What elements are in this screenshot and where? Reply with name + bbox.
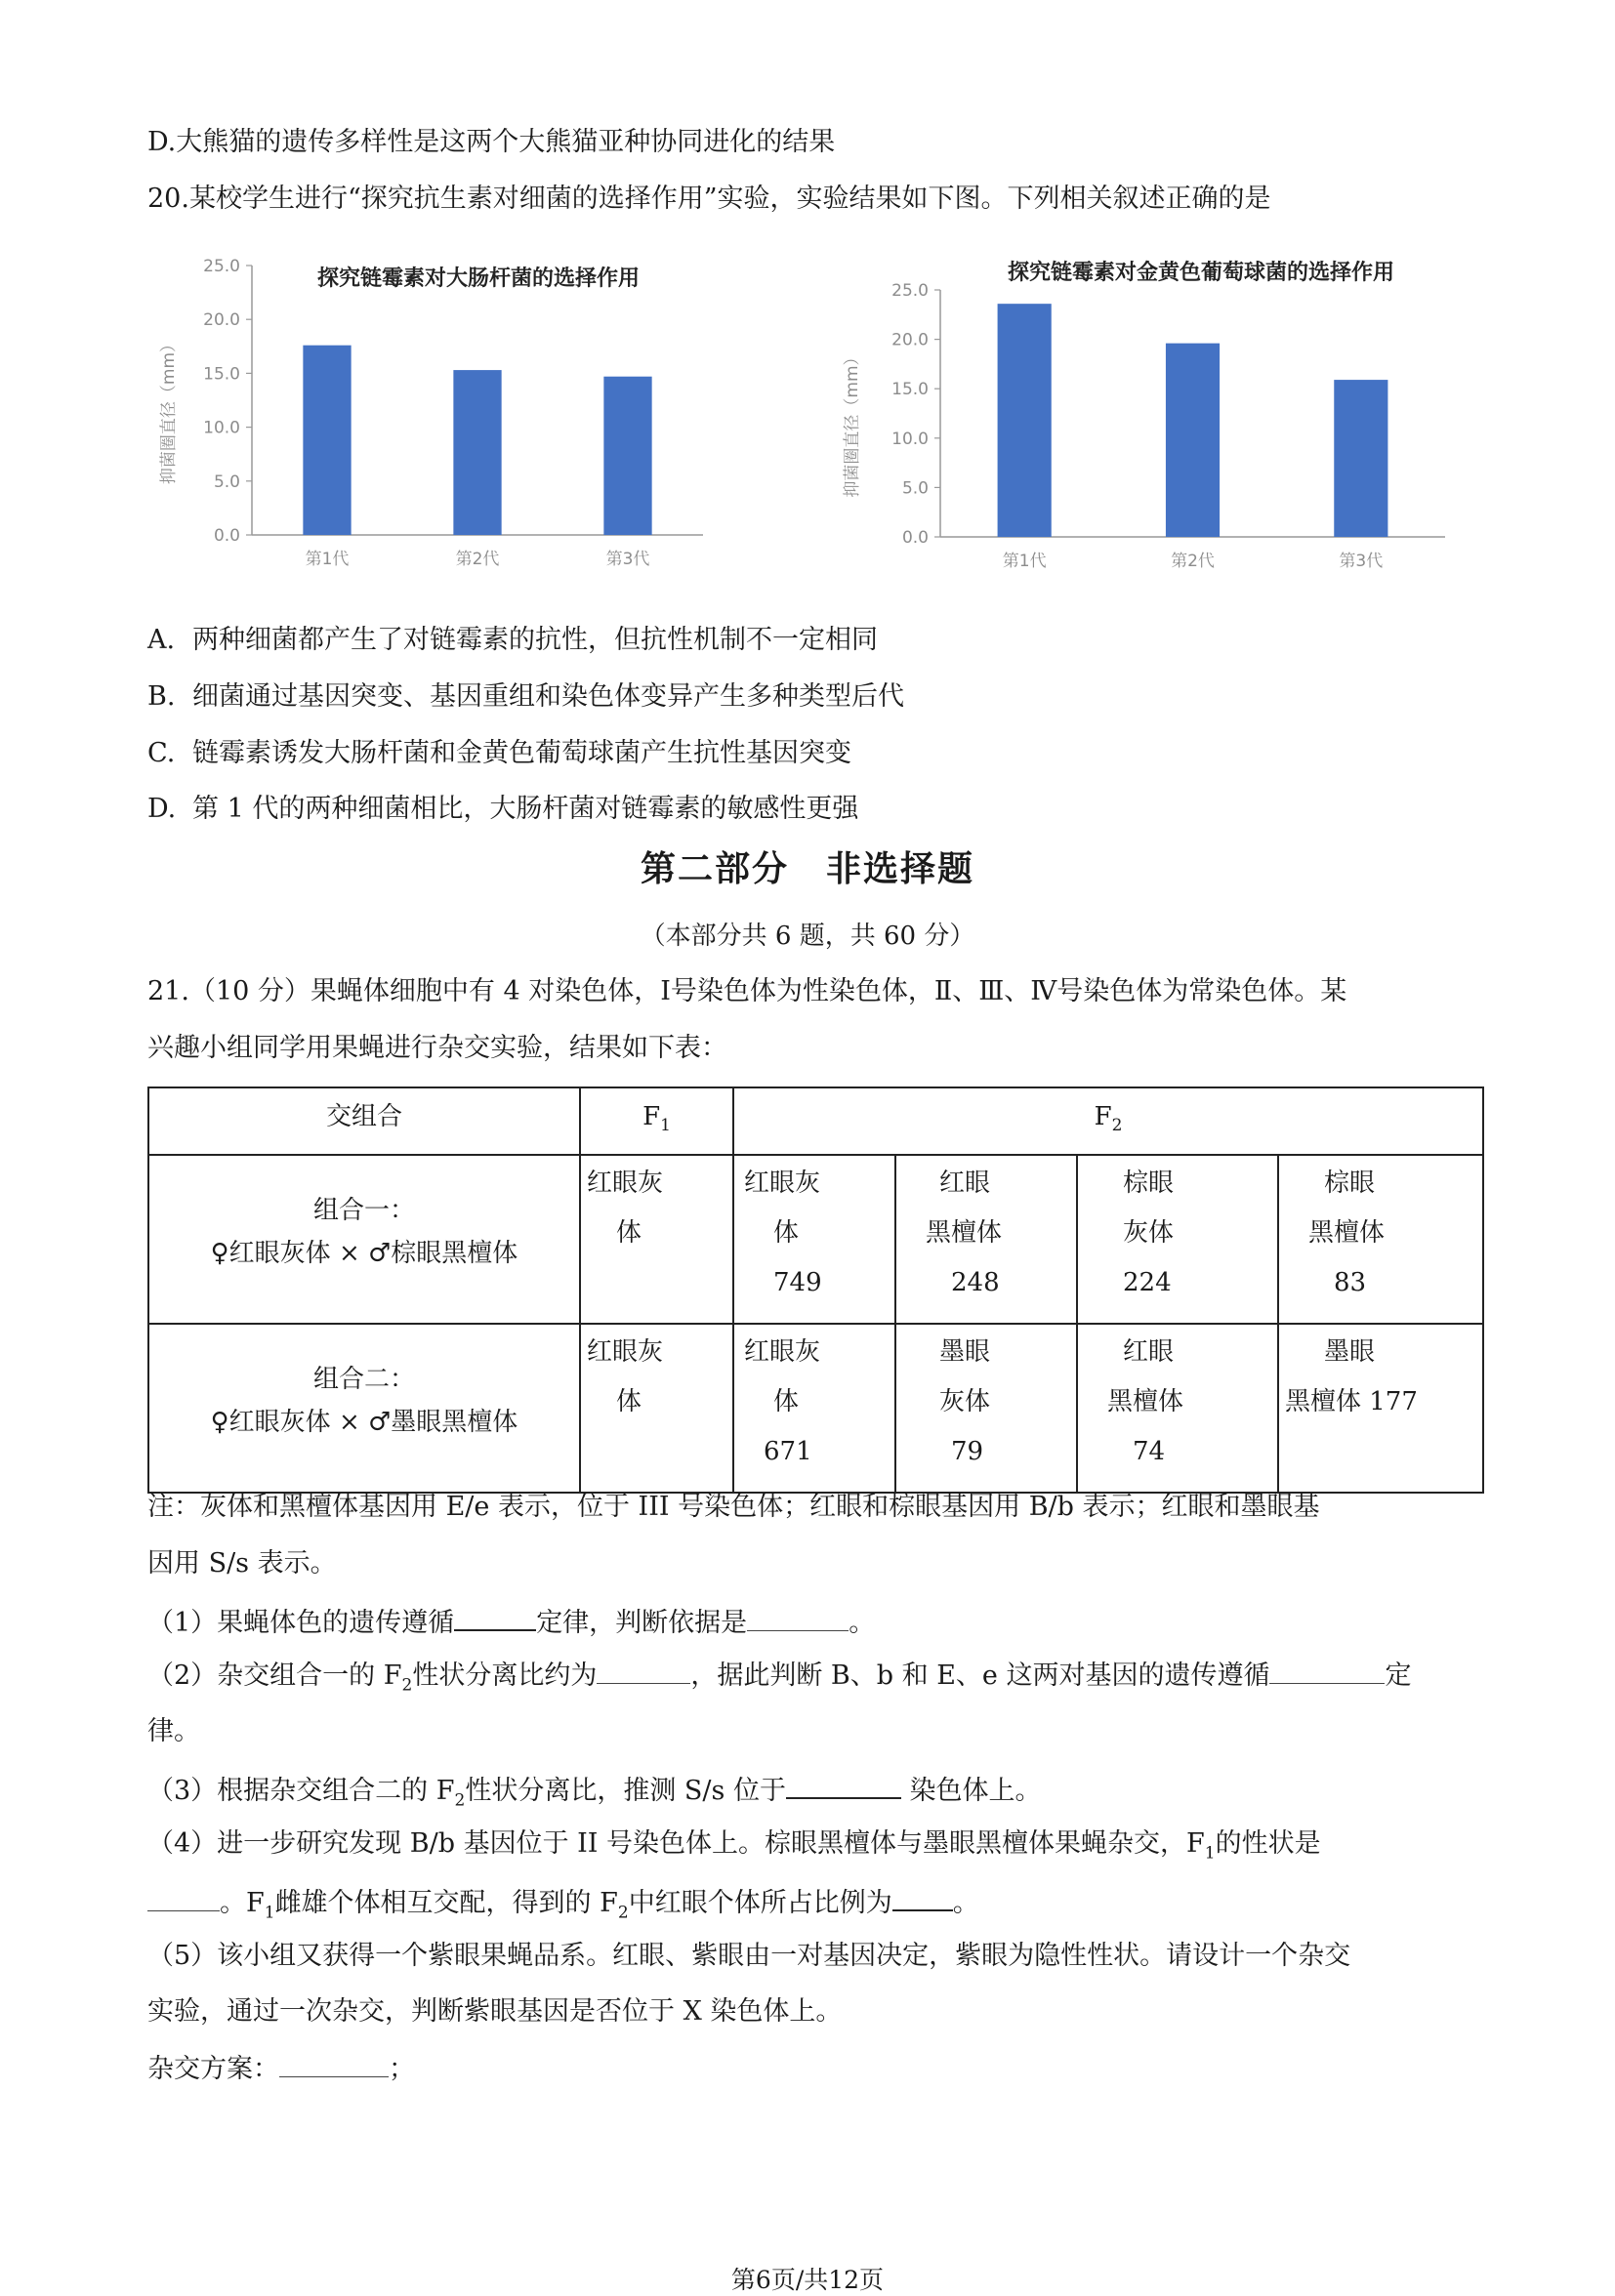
text: 杂交方案： — [147, 2054, 279, 2084]
text: 。 — [952, 1888, 979, 1918]
q21-sub4-cont — [147, 1882, 979, 1930]
header-f1: $F_1$ — [580, 1087, 733, 1155]
answer-blank[interactable] — [147, 1885, 220, 1911]
table-cell-number: 74 — [1133, 1437, 1166, 1467]
bar-第2代 — [453, 370, 501, 535]
table-cell-number: 671 — [764, 1437, 812, 1467]
q21-sub2 — [147, 1658, 1411, 1702]
table-cell-text: 红眼 — [939, 1168, 991, 1199]
y-tick-label: 25.0 — [891, 281, 929, 301]
subscript: 2 — [617, 1903, 629, 1923]
q20-option-b — [147, 679, 904, 715]
option-letter: A. — [147, 625, 176, 655]
bar-第2代 — [1166, 344, 1220, 537]
table-cell-number: 749 — [773, 1268, 822, 1298]
q19-option-d: D.大熊猫的遗传多样性是这两个大熊猫亚种协同进化的结果 — [147, 127, 836, 157]
text: （1）果蝇体色的遗传遵循 — [147, 1608, 455, 1638]
y-tick-label: 10.0 — [891, 429, 929, 449]
option-letter: D. — [147, 794, 177, 824]
y-tick-label: 0.0 — [901, 528, 929, 548]
group2-f2-c1 — [733, 1324, 895, 1493]
table-cell-text: 体 — [773, 1387, 800, 1417]
y-tick-label: 10.0 — [203, 418, 240, 438]
group2-f2-c2 — [895, 1324, 1077, 1493]
chart-title: 探究链霉素对金黄色葡萄球菌的选择作用 — [1007, 261, 1395, 285]
table-cell-text: 黑檀体 177 — [1285, 1387, 1418, 1417]
header-cross: 交组合 — [148, 1087, 580, 1155]
y-tick-label: 20.0 — [203, 310, 240, 331]
chart-staph-svg — [810, 244, 1474, 586]
y-axis-label: 抑菌圈直径（mm） — [159, 335, 179, 485]
table-cell-text: 体 — [616, 1387, 642, 1417]
q21-sub5-line2: 实验，通过一次杂交，判断紫眼基因是否位于 X 染色体上。 — [147, 1996, 843, 2027]
text: 的性状是 — [1215, 1828, 1321, 1859]
answer-blank[interactable] — [786, 1770, 901, 1799]
q21-sub3 — [147, 1770, 1042, 1818]
x-tick-label: 第3代 — [1339, 552, 1384, 571]
text: 性状分离比约为 — [412, 1660, 598, 1691]
table-row — [148, 1155, 1483, 1324]
y-tick-label: 20.0 — [891, 330, 929, 350]
answer-blank[interactable] — [1269, 1658, 1385, 1684]
group1-cross: ♀红眼灰体 × ♂棕眼黑檀体 — [210, 1239, 518, 1269]
y-tick-label: 25.0 — [203, 257, 240, 276]
x-tick-label: 第1代 — [305, 550, 350, 569]
subscript: 1 — [1204, 1843, 1216, 1864]
subscript: 2 — [454, 1790, 466, 1811]
chart-ecoli — [146, 244, 732, 586]
table-cell-text: 黑檀体 — [926, 1218, 1003, 1249]
table-cell-number: 224 — [1123, 1268, 1172, 1298]
chart-ecoli-svg — [146, 244, 732, 586]
table-cell-text: 黑檀体 — [1308, 1218, 1386, 1249]
q21-intro-line1: 21.（10 分）果蝇体细胞中有 4 对染色体，Ⅰ号染色体为性染色体，Ⅱ、Ⅲ、Ⅳ号染色体为常染色体。某 — [147, 976, 1347, 1006]
group2-f1 — [580, 1324, 733, 1493]
q21-sub1 — [147, 1602, 875, 1641]
bar-第1代 — [303, 346, 351, 535]
text: 雌雄个体相互交配，得到的 F — [274, 1888, 618, 1918]
header-f2: $F_2$ — [733, 1087, 1483, 1155]
table-cell-text: 红眼灰 — [744, 1337, 821, 1368]
text: 。F — [220, 1888, 265, 1918]
chart-staph — [810, 244, 1474, 586]
text: 定律，判断依据是 — [536, 1608, 748, 1638]
table-note-line1: 注：灰体和黑檀体基因用 E/e 表示，位于 III 号染色体；红眼和棕眼基因用 B/b 表示；红眼和墨眼基 — [147, 1492, 1320, 1522]
q21-scheme — [147, 2051, 415, 2087]
subscript: 1 — [264, 1903, 275, 1923]
group2-cell — [148, 1324, 580, 1493]
table-cell-text: 墨眼 — [1324, 1337, 1376, 1368]
table-cell-text: 体 — [773, 1218, 800, 1249]
table-cell-text: 墨眼 — [939, 1337, 991, 1368]
text: 中红眼个体所占比例为 — [628, 1888, 892, 1918]
table-cell-number: 83 — [1334, 1268, 1367, 1298]
table-cell-text: 红眼 — [1123, 1337, 1175, 1368]
group2-f2-c3 — [1077, 1324, 1278, 1493]
option-text: 细菌通过基因突变、基因重组和染色体变异产生多种类型后代 — [192, 681, 904, 712]
group1-f2-c1 — [733, 1155, 895, 1324]
x-tick-label: 第1代 — [1002, 552, 1047, 571]
text: （4）进一步研究发现 B/b 基因位于 II 号染色体上。棕眼黑檀体与墨眼黑檀体果蝇杂交，F — [147, 1828, 1205, 1859]
q20-stem: 20.某校学生进行“探究抗生素对细菌的选择作用”实验，实验结果如下图。下列相关叙述正确的是 — [147, 184, 1271, 214]
q20-option-d — [147, 792, 858, 827]
table-row — [148, 1324, 1483, 1493]
y-tick-label: 15.0 — [891, 380, 929, 400]
group1-f2-c3 — [1077, 1155, 1278, 1324]
x-tick-label: 第2代 — [455, 550, 500, 569]
table-cell-number: 79 — [951, 1437, 984, 1467]
table-cell-text: 灰体 — [939, 1387, 991, 1417]
y-tick-label: 0.0 — [213, 526, 240, 546]
option-text: 链霉素诱发大肠杆菌和金黄色葡萄球菌产生抗性基因突变 — [192, 738, 851, 768]
bar-第1代 — [998, 304, 1052, 537]
option-letter: C. — [147, 738, 176, 768]
y-tick-label: 5.0 — [901, 478, 929, 499]
bar-第3代 — [1334, 380, 1387, 537]
page-footer: 第6页/共12页 — [730, 2266, 885, 2294]
q21-sub2-cont: 律。 — [147, 1716, 200, 1746]
q21-sub4 — [147, 1826, 1321, 1870]
y-tick-label: 5.0 — [213, 472, 240, 492]
subscript: 2 — [401, 1675, 413, 1696]
text: ； — [389, 2054, 415, 2084]
bar-第3代 — [603, 377, 651, 535]
x-tick-label: 第3代 — [605, 550, 650, 569]
table-cell-text: 红眼灰 — [744, 1168, 821, 1199]
group1-cell — [148, 1155, 580, 1324]
group2-f2-c4 — [1278, 1324, 1483, 1493]
part2-heading-b: 非选择题 — [826, 848, 975, 889]
answer-blank[interactable] — [747, 1605, 849, 1631]
text: 定 — [1385, 1660, 1412, 1691]
chart-title: 探究链霉素对大肠杆菌的选择作用 — [316, 266, 641, 291]
table-cell-text: 棕眼 — [1123, 1168, 1175, 1199]
option-letter: B. — [147, 681, 176, 712]
q20-option-a — [147, 623, 878, 658]
part2-heading-a: 第二部分 — [640, 848, 789, 889]
table-header-row — [148, 1087, 1483, 1155]
table-cell-text: 灰体 — [1123, 1218, 1175, 1249]
answer-blank[interactable] — [597, 1658, 690, 1684]
group1-f1 — [580, 1155, 733, 1324]
q21-sub5-line1: （5）该小组又获得一个紫眼果蝇品系。红眼、紫眼由一对基因决定，紫眼为隐性性状。请设计一个杂交 — [147, 1941, 1351, 1971]
text: 染色体上。 — [900, 1776, 1042, 1806]
part2-subheading: （本部分共 6 题，共 60 分） — [640, 922, 975, 951]
table-cell-text: 红眼灰 — [587, 1337, 664, 1368]
table-cell-text: 黑檀体 — [1107, 1387, 1184, 1417]
y-tick-label: 15.0 — [203, 364, 240, 385]
part2-heading — [0, 841, 1615, 891]
text: 性状分离比，推测 S/s 位于 — [465, 1776, 786, 1806]
q21-intro-line2: 兴趣小组同学用果蝇进行杂交实验，结果如下表： — [147, 1033, 727, 1063]
x-tick-label: 第2代 — [1171, 552, 1215, 571]
text: 。 — [849, 1608, 876, 1638]
y-axis-label: 抑菌圈直径（mm） — [843, 348, 862, 498]
text: （3）根据杂交组合二的 F — [147, 1776, 455, 1806]
table-cell-text: 棕眼 — [1324, 1168, 1376, 1199]
table-cell-number: 248 — [951, 1268, 1000, 1298]
answer-blank[interactable] — [454, 1602, 536, 1631]
group2-name: 组合二： — [312, 1365, 415, 1395]
answer-blank[interactable] — [892, 1882, 953, 1911]
table-cell-text: 体 — [616, 1218, 642, 1249]
group1-name: 组合一： — [312, 1196, 415, 1226]
answer-blank[interactable] — [279, 2051, 389, 2077]
option-text: 两种细菌都产生了对链霉素的抗性，但抗性机制不一定相同 — [192, 625, 878, 655]
group1-f2-c4 — [1278, 1155, 1483, 1324]
group2-cross: ♀红眼灰体 × ♂墨眼黑檀体 — [210, 1408, 518, 1438]
text: （2）杂交组合一的 F — [147, 1660, 402, 1691]
group1-f2-c2 — [895, 1155, 1077, 1324]
q20-option-c — [147, 736, 851, 771]
text: ，据此判断 B、b 和 E、e 这两对基因的遗传遵循 — [690, 1660, 1270, 1691]
cross-results-table — [147, 1086, 1484, 1494]
table-note-line2: 因用 S/s 表示。 — [147, 1548, 337, 1578]
table-cell-text: 红眼灰 — [587, 1168, 664, 1199]
option-text: 第 1 代的两种细菌相比，大肠杆菌对链霉素的敏感性更强 — [192, 794, 859, 824]
